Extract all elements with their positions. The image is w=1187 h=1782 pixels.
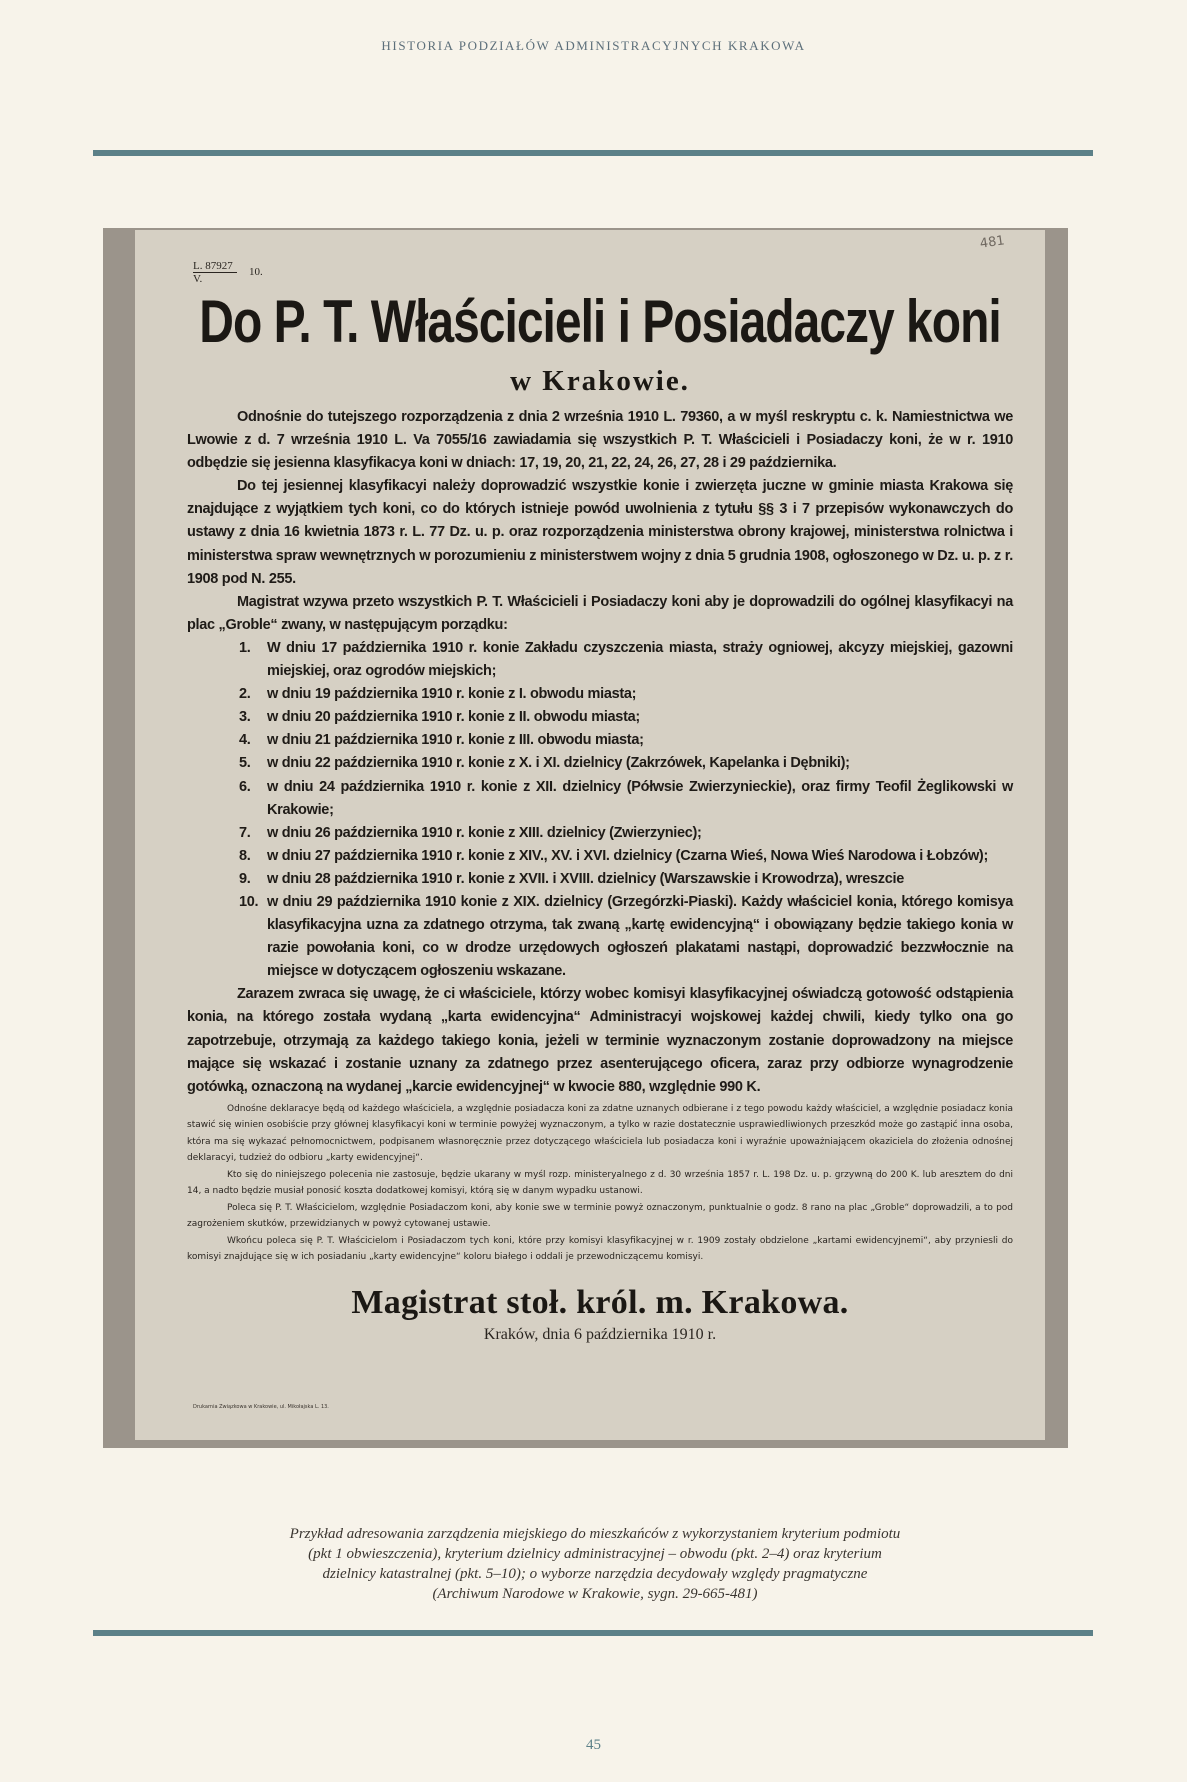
top-rule	[93, 150, 1093, 156]
poster-signature: Magistrat stoł. król. m. Krakowa.	[351, 1283, 849, 1321]
caption-line: Przykład adresowania zarządzenia miejskiego do mieszkańców z wykorzystaniem kryterium podmiotu	[289, 1526, 901, 1542]
schedule-item: 8. w dniu 27 października 1910 r. konie z XIV., XV. i XVI. dzielnicy (Czarna Wieś, Nowa Wieś Narodowa i Łobzów);	[239, 847, 988, 864]
page-number: 45	[586, 1737, 601, 1753]
schedule-item: 7. w dniu 26 października 1910 r. konie z XIII. dzielnicy (Zwierzyniec);	[239, 824, 702, 841]
schedule-item: 6. w dniu 24 października 1910 r. konie z XII. dzielnicy (Półwsie Zwierzynieckie), oraz firmy Teofil Żeglikowski w Krakowie;	[239, 778, 1013, 818]
poster-paragraph: Do tej jesiennej klasyfikacyi należy doprowadzić wszystkie konie i zwierzęta juczne w gminie miasta Krakowa się znajdujące z wyjątkiem tych koni, co do których istnieje powód uwolnienia z tytułu §§ 3 i 7 przepisów wykonawczych do ustawy z dnia 16 kwietnia 1873 r. L. 77 Dz. u. p. oraz rozporządzenia ministerstwa obrony krajowej, ministerstwa rolnictwa i ministerstwa spraw wewnętrznych w porozumieniu z ministerstwem wojny z dnia 5 grudnia 1908, ogłoszonego w Dz. u. p. z r. 1908 pod N. 255.	[187, 478, 1013, 587]
fine-print-paragraph: Kto się do niniejszego polecenia nie zastosuje, będzie ukarany w myśl rozp. ministeryalnego z d. 30 września 1857 r. L. 198 Dz. u. p. grzywną do 200 K. lub aresztem do dni 14, a nadto będzie musiał ponosić koszta dodatkowej komisyi, którą się w danym wypadku ustanowi.	[187, 1169, 1013, 1197]
poster	[135, 230, 1045, 1440]
reference-section: V.	[193, 273, 203, 285]
reference-year: 10.	[249, 266, 263, 278]
schedule-item: 4. w dniu 21 października 1910 r. konie z III. obwodu miasta;	[239, 732, 644, 749]
schedule-item: 3. w dniu 20 października 1910 r. konie z II. obwodu miasta;	[239, 709, 640, 726]
caption-line: (pkt 1 obwieszczenia), kryterium dzielnicy administracyjnej – obwodu (pkt. 2–4) oraz kryterium	[308, 1546, 882, 1562]
figure-caption	[150, 1524, 1040, 1604]
schedule-item: 9. w dniu 28 października 1910 r. konie z XVII. i XVIII. dzielnicy (Warszawskie i Krowodrza), wreszcie	[239, 870, 904, 887]
fine-print	[187, 1101, 1013, 1266]
schedule-item: 1. W dniu 17 października 1910 r. konie Zakładu czyszczenia miasta, straży ogniowej, akcyzy miejskiej, gazowni miejskiej, oraz ogrodów miejskich;	[239, 639, 1013, 680]
schedule-item: 2. w dniu 19 października 1910 r. konie z I. obwodu miasta;	[239, 686, 637, 703]
printer-imprint: Drukarnia Związkowa w Krakowie, ul. Mikołajska L. 13.	[193, 1404, 329, 1410]
caption-line: (Archiwum Narodowe w Krakowie, sygn. 29-665-481)	[432, 1586, 758, 1602]
running-header: HISTORIA PODZIAŁÓW ADMINISTRACYJNYCH KRAKOWA	[381, 38, 806, 53]
poster-dateline: Kraków, dnia 6 października 1910 r.	[483, 1325, 717, 1343]
schedule-item: 10. w dniu 29 października 1910 konie z XIX. dzielnicy (Grzegórzki-Piaski). Każdy właściciel konia, którego komisya klasyfikacyjna uzna za zdatnego otrzyma, tak zwaną „kartę ewidencyjną“ i obowiązany będzie takiego konia w razie powołania koni, co w drodze urzędowych ogłoszeń plakatami nastąpi, doprowadzić bezzwłocznie na miejsce w dotyczącem ogłoszeniu wskazane.	[239, 893, 1013, 980]
fine-print-paragraph: Poleca się P. T. Właścicielom, względnie Posiadaczom koni, aby konie swe w terminie powyż oznaczonym, punktualnie o godz. 8 rano na plac „Groble“ doprowadzili, a to pod zagrożeniem skutków, przewidzianych w powyż cytowanej ustawie.	[187, 1202, 1013, 1230]
poster-paragraph: Magistrat wzywa przeto wszystkich P. T. Właścicieli i Posiadaczy koni aby je doprowadzili do ogólnej klasyfikacyi na plac „Groble“ zwany, w następującym porządku:	[187, 593, 1013, 633]
poster-body	[187, 406, 1013, 1099]
poster-city-line: w Krakowie.	[510, 365, 690, 397]
reference-number	[193, 260, 263, 285]
reference-number-value: L. 87927	[193, 260, 237, 273]
schedule-item: 5. w dniu 22 października 1910 r. konie z X. i XI. dzielnicy (Zakrzówek, Kapelanka i Dębniki);	[239, 755, 850, 772]
schedule-list	[187, 637, 1013, 983]
poster-closing-paragraph: Zarazem zwraca się uwagę, że ci właściciele, którzy wobec komisyi klasyfikacyjnej oświadczą gotowość odstąpienia konia, na którego została wydaną „karta ewidencyjna“ Administracyi wojskowej każdej chwili, kiedy tylko ona go zapotrzebuje, otrzymają za każdego takiego konia, jeżeli w terminie wyznaczonym zostanie doprowadzony na miejsce mające się wskazać i zostanie uznany za zdatnego przez asenterującego oficera, zaraz przy odbiorze wynagrodzenie gotówką, oznaczoną na wydanej „karcie ewidencyjnej“ w kwocie 880, względnie 990 K.	[187, 986, 1013, 1095]
poster-paragraph: Odnośnie do tutejszego rozporządzenia z dnia 2 września 1910 L. 79360, a w myśl reskryptu c. k. Namiestnictwa we Lwowie z d. 7 września 1910 L. Va 7055/16 zawiadamia się wszystkich P. T. Właścicieli i Posiadaczy koni, że w r. 1910 odbędzie się jesienna klasyfikacya koni w dniach: 17, 19, 20, 21, 22, 24, 26, 27, 28 i 29 października.	[187, 409, 1013, 472]
caption-line: dzielnicy katastralnej (pkt. 5–10); o wyborze narzędzia decydowały względy pragmatyczne	[322, 1566, 868, 1582]
handwritten-note: 481	[979, 233, 1006, 252]
poster-title: Do P. T. Właścicieli i Posiadaczy koni	[199, 289, 1001, 356]
bottom-rule	[93, 1630, 1093, 1636]
fine-print-paragraph: Odnośne deklaracye będą od każdego właściciela, a względnie posiadacza koni za zdatne uznanych odbierane i z tego powodu każdy właściciel, a względnie posiadacz konia stawić się winien osobiście przy głównej klasyfikacyi koni w terminie powyżej wyznaczonym, a tylko w razie dostatecznie usprawiedliwionych przeszkód może go zastąpić inna osoba, która ma się wykazać pełnomocnictwem, podpisanem własnoręcznie przez dotyczącego właściciela lub posiadacza koni i wyraźnie upoważniającem okaziciela do złożenia odnośnej deklaracyi, tudzież do odbioru „karty ewidencyjnej“.	[187, 1103, 1013, 1164]
fine-print-paragraph: Wkońcu poleca się P. T. Właścicielom i Posiadaczom tych koni, które przy komisyi klasyfikacyjnej w r. 1909 zostały obdzielone „kartami ewidencyjnemi“, aby przyniesli do komisyi znajdujące się w ich posiadaniu „karty ewidencyjne“ koloru białego i oddali je przewodniczącemu komisyi.	[187, 1235, 1013, 1263]
